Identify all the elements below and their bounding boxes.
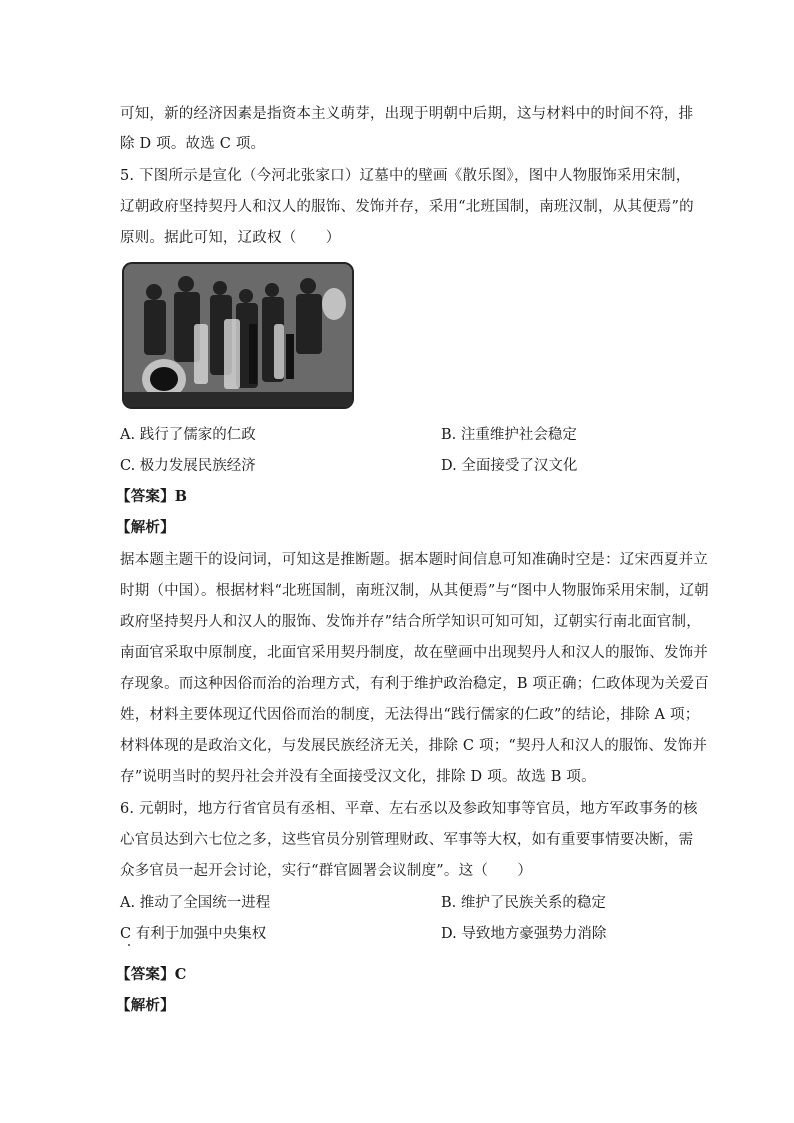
q6-option-a: A. 推动了全国统一进程 [120,895,271,911]
q5-option-a: A. 践行了儒家的仁政 [120,427,256,443]
q5-analysis-line: 存”说明当时的契丹社会并没有全面接受汉文化，排除 D 项。故选 B 项。 [120,769,596,785]
q5-stem-line: 5. 下图所示是宣化（今河北张家口）辽墓中的壁画《散乐图》，图中人物服饰采用宋制， [120,168,691,184]
q5-analysis-line: 南面官采取中原制度，北面官采用契丹制度，故在壁画中出现契丹人和汉人的服饰、发饰并 [120,645,708,661]
q5-analysis-title: 【解析】 [116,519,175,536]
q5-stem-line: 原则。据此可知，辽政权（ ） [120,230,341,246]
q6-option-b: B. 维护了民族关系的稳定 [441,895,606,911]
q5-analysis-line: 据本题主题干的设问词，可知这是推断题。据本题时间信息可知准确时空是：辽宋西夏并立 [120,552,708,568]
q5-analysis-line: 姓，材料主要体现辽代因俗而治的制度，无法得出“践行儒家的仁政”的结论，排除 A 项； [120,707,700,723]
q6-option-d: D. 导致地方豪强势力消除 [441,926,607,942]
paragraph-line: 可知，新的经济因素是指资本主义萌芽，出现于明朝中后期，这与材料中的时间不符，排 [120,106,694,122]
q5-stem-line: 辽朝政府坚持契丹人和汉人的服饰、发饰并存，采用“北班国制，南班汉制，从其便焉”的 [120,199,694,215]
q5-option-d: D. 全面接受了汉文化 [441,458,578,474]
q6-stem-line: 心官员达到六七位之多，这些官员分别管理财政、军事等大权，如有重要事情要决断，需 [120,832,694,848]
q6-stem-line: 众多官员一起开会讨论，实行“群官圆署会议制度”。这（ ） [120,863,533,879]
q5-answer: 【答案】B [116,488,188,505]
mural-illustration [124,264,352,407]
paragraph-line: 除 D 项。故选 C 项。 [120,136,266,152]
q6-answer: 【答案】C [116,966,187,983]
q5-analysis-line: 时期（中国）。根据材料“北班国制，南班汉制，从其便焉”与“图中人物服饰采用宋制，辽朝 [120,583,709,599]
stray-mark [128,944,130,946]
q5-analysis-line: 政府坚持契丹人和汉人的服饰、发饰并存”结合所学知识可知可知，辽朝实行南北面官制， [120,614,701,630]
q6-stem-line: 6. 元朝时，地方行省官员有丞相、平章、左右丞以及参政知事等官员，地方军政事务的核 [120,801,698,817]
q6-analysis-title: 【解析】 [116,997,175,1014]
q6-option-c: C 有利于加强中央集权 [120,926,267,942]
q5-option-c: C. 极力发展民族经济 [120,458,256,474]
q5-analysis-line: 存现象。而这种因俗而治的治理方式，有利于维护政治稳定，B 项正确；仁政体现为关爱百 [120,676,709,692]
q5-analysis-line: 材料体现的是政治文化，与发展民族经济无关，排除 C 项；“契丹人和汉人的服饰、发饰并 [120,738,708,754]
q5-option-b: B. 注重维护社会稳定 [441,427,577,443]
mural-image [122,262,354,409]
